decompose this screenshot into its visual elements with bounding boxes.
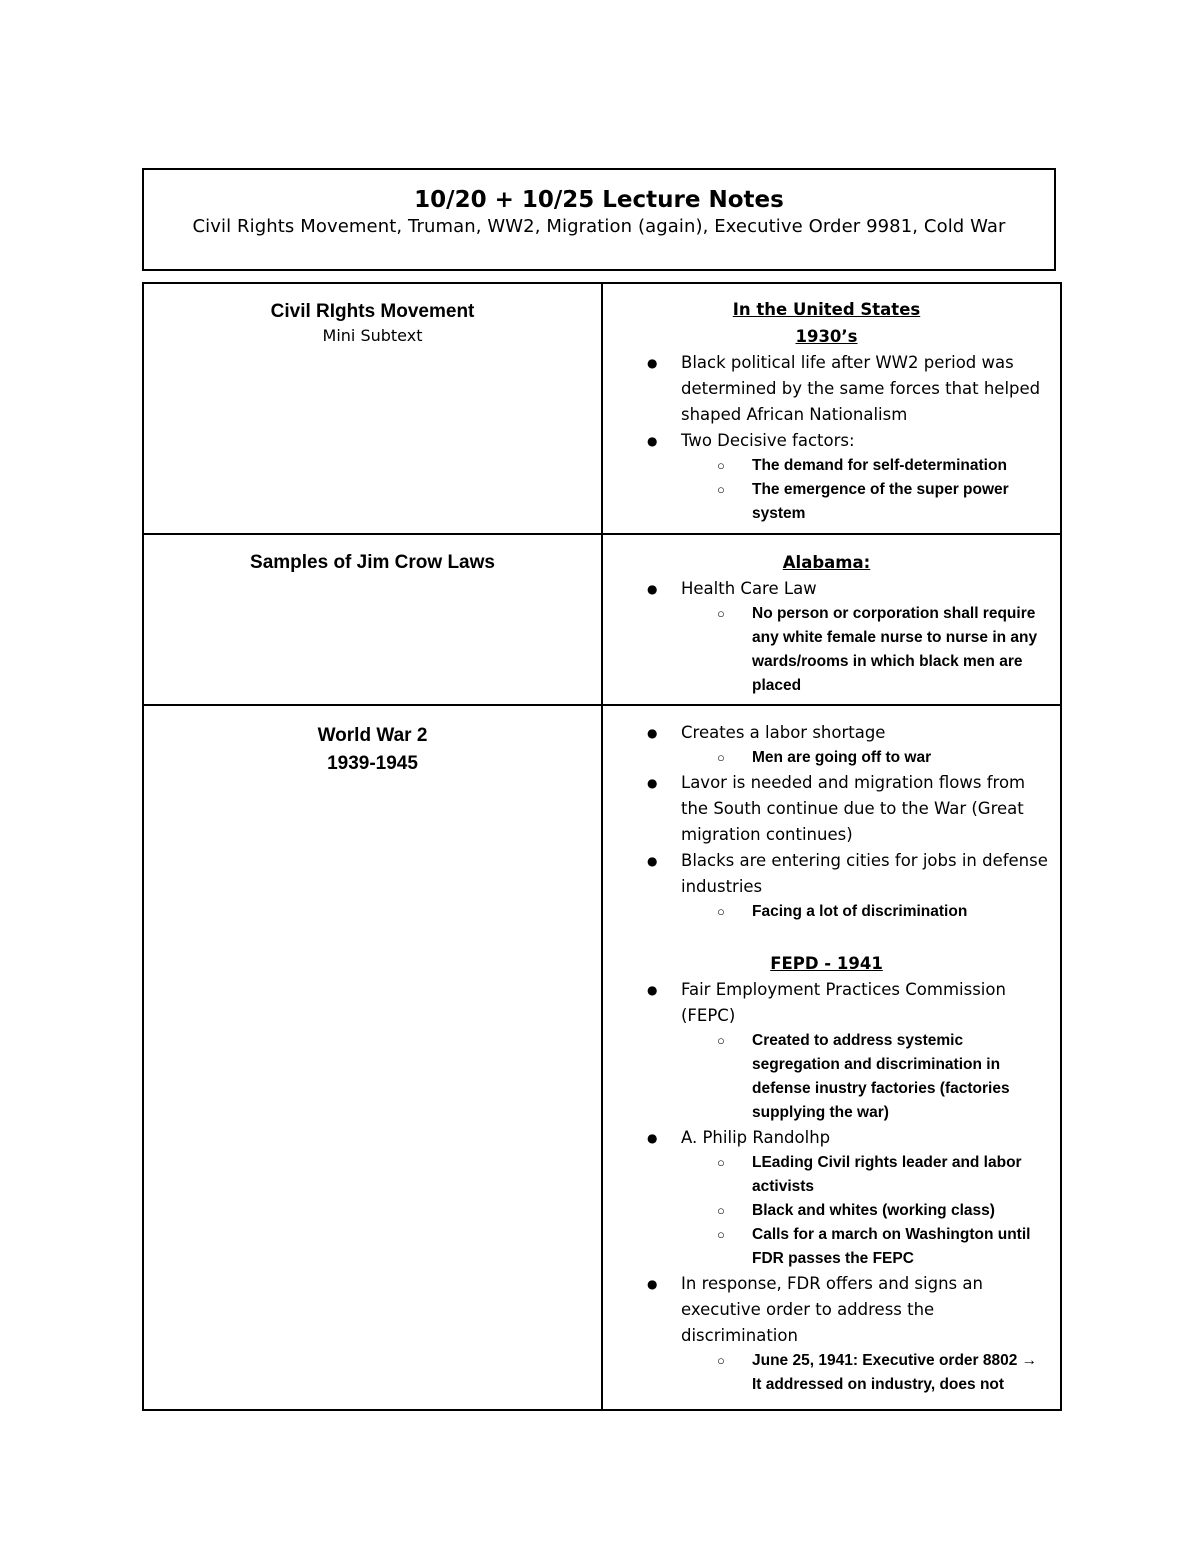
spacer bbox=[603, 924, 1050, 950]
bullet-item: ● Lavor is needed and migration flows from the South continue due to the War (Great migration continues) bbox=[603, 770, 1050, 848]
topic-subtext: Mini Subtext bbox=[322, 326, 423, 345]
section-heading: FEPD - 1941 bbox=[770, 954, 883, 973]
table-row bbox=[143, 283, 1061, 534]
header-box bbox=[142, 168, 1056, 271]
bullet-item: ● Black political life after WW2 period was determined by the same forces that helped shaped African Nationalism bbox=[603, 350, 1050, 428]
bullet-item: ● In response, FDR offers and signs an executive order to address the discrimination bbox=[603, 1271, 1050, 1349]
sub-bullet-item: ○ Black and whites (working class) bbox=[603, 1199, 1050, 1223]
sub-bullet-item: ○ Facing a lot of discrimination bbox=[603, 900, 1050, 924]
bullet-item: ● Fair Employment Practices Commission (FEPC) bbox=[603, 977, 1050, 1029]
bullet-item: ● Two Decisive factors: bbox=[603, 428, 1050, 454]
sub-bullet-item: ○ Calls for a march on Washington until FDR passes the FEPC bbox=[603, 1223, 1050, 1271]
bullet-list bbox=[603, 576, 1050, 698]
topic-cell bbox=[143, 705, 602, 1410]
notes-table bbox=[142, 282, 1062, 1411]
bullet-list bbox=[603, 977, 1050, 1397]
topic-title: Samples of Jim Crow Laws bbox=[250, 552, 495, 573]
sub-bullet-item: ○ LEading Civil rights leader and labor activists bbox=[603, 1151, 1050, 1199]
notes-cell bbox=[602, 283, 1061, 534]
bullet-list bbox=[603, 720, 1050, 924]
topic-cell bbox=[143, 283, 602, 534]
notes-cell bbox=[602, 705, 1061, 1410]
bullet-item: ● A. Philip Randolhp bbox=[603, 1125, 1050, 1151]
document-title: 10/20 + 10/25 Lecture Notes bbox=[414, 187, 784, 213]
sub-bullet-item: ○ No person or corporation shall require any white female nurse to nurse in any wards/rooms in which black men are placed bbox=[603, 602, 1050, 698]
sub-bullet-item: ○ The emergence of the super power system bbox=[603, 478, 1050, 526]
table-row bbox=[143, 534, 1061, 705]
topic-cell bbox=[143, 534, 602, 705]
sub-bullet-item: ○ Created to address systemic segregation and discrimination in defense inustry factories (factories supplying the war) bbox=[603, 1029, 1050, 1125]
topic-title: World War 2 bbox=[317, 725, 428, 746]
notes-cell bbox=[602, 534, 1061, 705]
table-row bbox=[143, 705, 1061, 1410]
section-subheading: 1930’s bbox=[795, 327, 858, 346]
bullet-list bbox=[603, 350, 1050, 526]
topic-years: 1939-1945 bbox=[327, 753, 418, 774]
bullet-item: ● Creates a labor shortage bbox=[603, 720, 1050, 746]
sub-bullet-item: ○ Men are going off to war bbox=[603, 746, 1050, 770]
bullet-item: ● Health Care Law bbox=[603, 576, 1050, 602]
topic-title: Civil RIghts Movement bbox=[270, 301, 475, 322]
section-heading: In the United States bbox=[732, 300, 921, 319]
sub-bullet-item: ○ June 25, 1941: Executive order 8802 → It addressed on industry, does not bbox=[603, 1349, 1050, 1397]
sub-bullet-item: ○ The demand for self-determination bbox=[603, 454, 1050, 478]
section-heading: Alabama: bbox=[782, 553, 871, 572]
bullet-item: ● Blacks are entering cities for jobs in defense industries bbox=[603, 848, 1050, 900]
document-subtitle: Civil Rights Movement, Truman, WW2, Migration (again), Executive Order 9981, Cold War bbox=[192, 216, 1006, 237]
